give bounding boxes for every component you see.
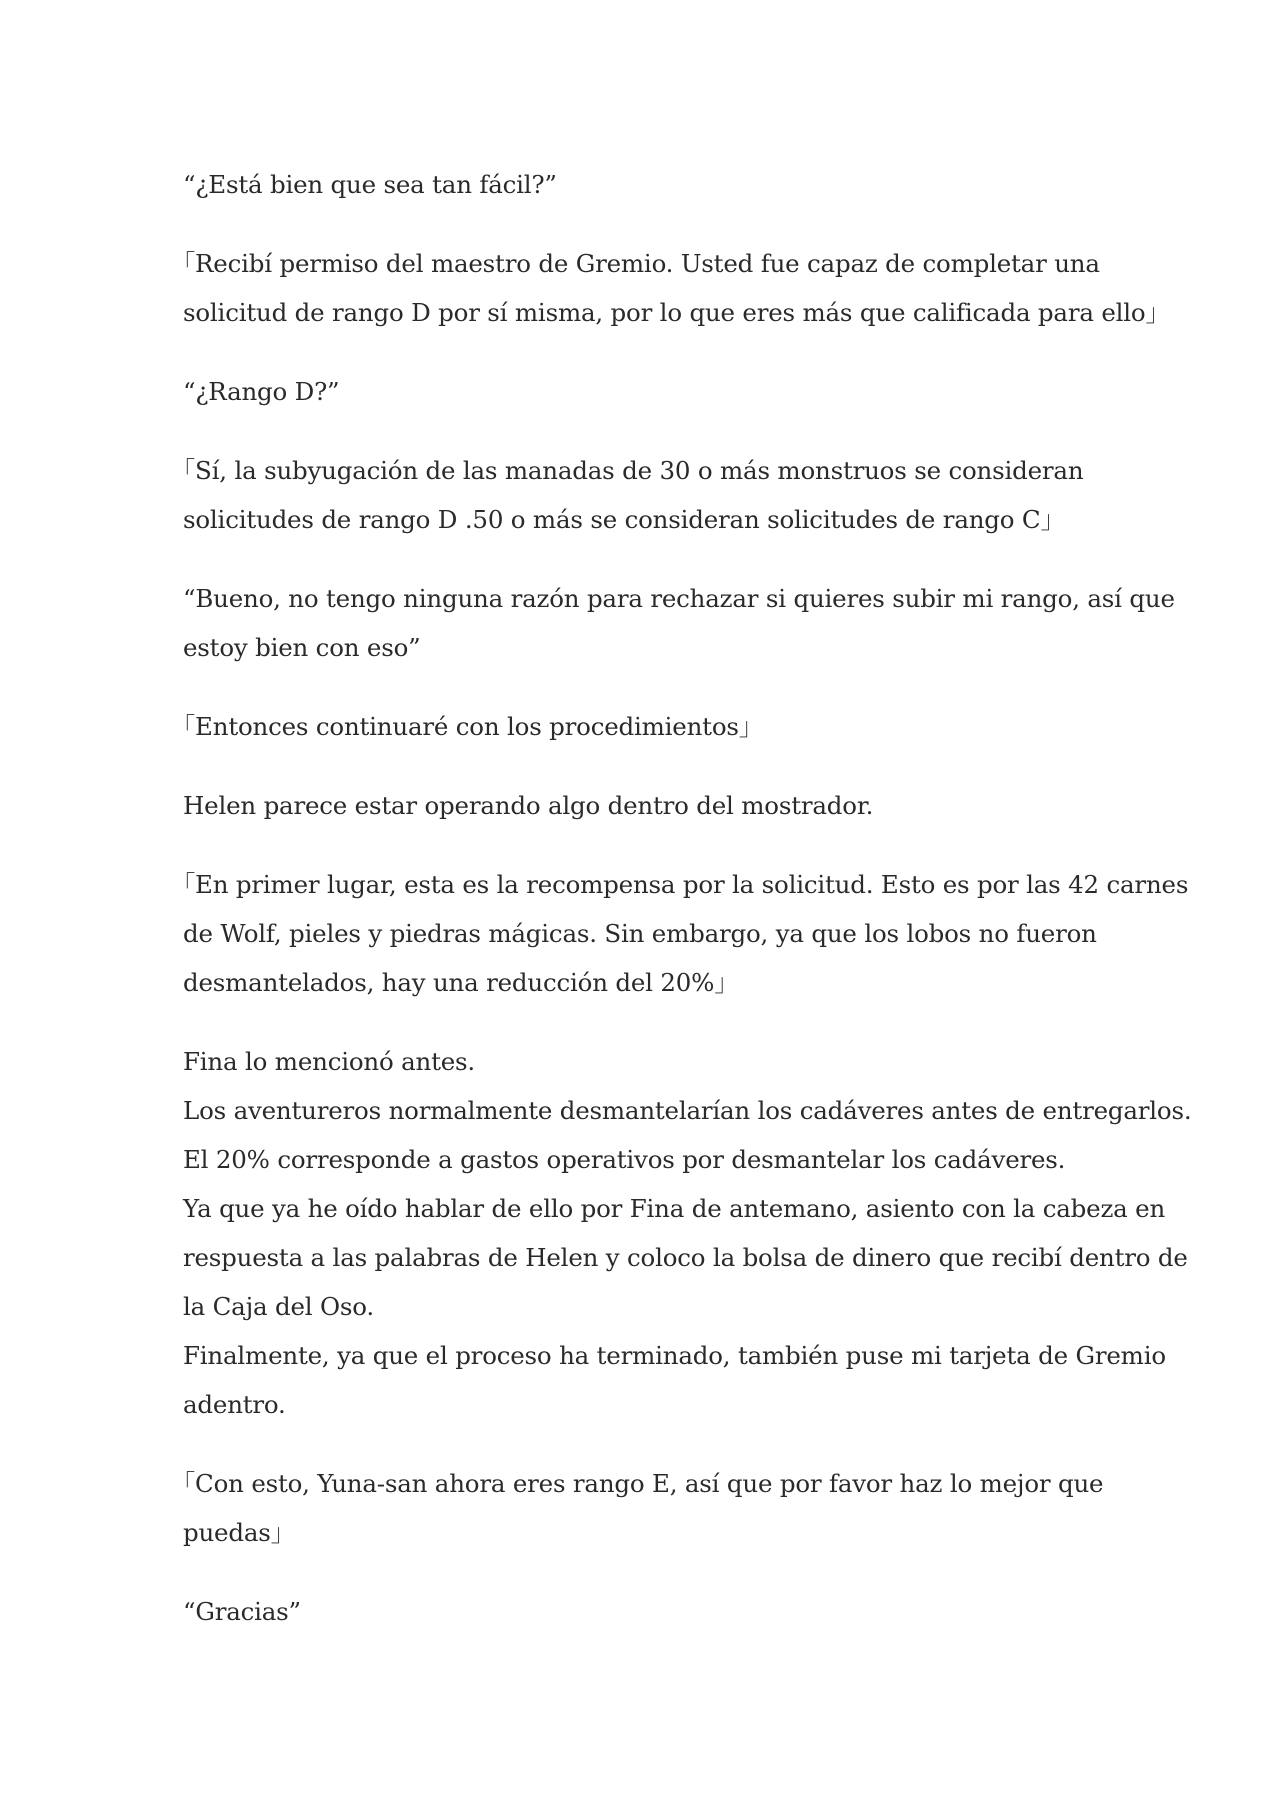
paragraph-4 [183,446,1118,544]
text-line: Helen parece estar operando algo dentro del mostrador. [183,791,874,820]
text-line: El 20% corresponde a gastos operativos por desmantelar los cadáveres. [183,1145,1066,1174]
text-line: Los aventureros normalmente desmantelarían los cadáveres antes de entregarlos. [183,1096,1192,1125]
text-line: adentro. [183,1390,286,1419]
text-line: respuesta a las palabras de Helen y coloco la bolsa de dinero que recibí dentro de [183,1243,1188,1272]
text-line: solicitudes de rango D .50 o más se consideran solicitudes de rango C｣ [183,505,1053,534]
text-line: ｢Sí, la subyugación de las manadas de 30 o más monstruos se consideran [183,456,1084,485]
paragraph-5 [183,574,1175,672]
text-line: ｢Recibí permiso del maestro de Gremio. Usted fue capaz de completar una [183,249,1100,278]
text-line: Ya que ya he oído hablar de ello por Fina de antemano, asiento con la cabeza en [183,1194,1166,1223]
paragraph-8 [183,860,1189,1007]
paragraph-11 [183,1587,1118,1636]
text-line: “¿Está bien que sea tan fácil?” [183,170,557,199]
text-line: desmantelados, hay una reducción del 20%｣ [183,968,727,997]
text-line: la Caja del Oso. [183,1292,374,1321]
text-line: ｢En primer lugar, esta es la recompensa por la solicitud. Esto es por las 42 carnes [183,870,1189,899]
paragraph-3 [183,367,1118,416]
paragraph-10 [183,1459,1118,1557]
text-line: ｢Entonces continuaré con los procedimientos｣ [183,712,751,741]
paragraph-7 [183,781,1118,830]
text-line: puedas｣ [183,1518,283,1547]
paragraph-9 [183,1037,1192,1429]
text-line: Finalmente, ya que el proceso ha terminado, también puse mi tarjeta de Gremio [183,1341,1166,1370]
paragraph-1 [183,160,1118,209]
text-line: de Wolf, pieles y piedras mágicas. Sin embargo, ya que los lobos no fueron [183,919,1097,948]
text-line: estoy bien con eso” [183,633,421,662]
text-line: “Gracias” [183,1597,301,1626]
paragraph-6 [183,702,1118,751]
text-line: Fina lo mencionó antes. [183,1047,476,1076]
text-line: solicitud de rango D por sí misma, por lo que eres más que calificada para ello｣ [183,298,1158,327]
document-body [183,160,1192,1636]
text-line: ｢Con esto, Yuna-san ahora eres rango E, así que por favor haz lo mejor que [183,1469,1104,1498]
text-line: “Bueno, no tengo ninguna razón para rechazar si quieres subir mi rango, así que [183,584,1175,613]
text-line: “¿Rango D?” [183,377,340,406]
paragraph-2 [183,239,1158,337]
